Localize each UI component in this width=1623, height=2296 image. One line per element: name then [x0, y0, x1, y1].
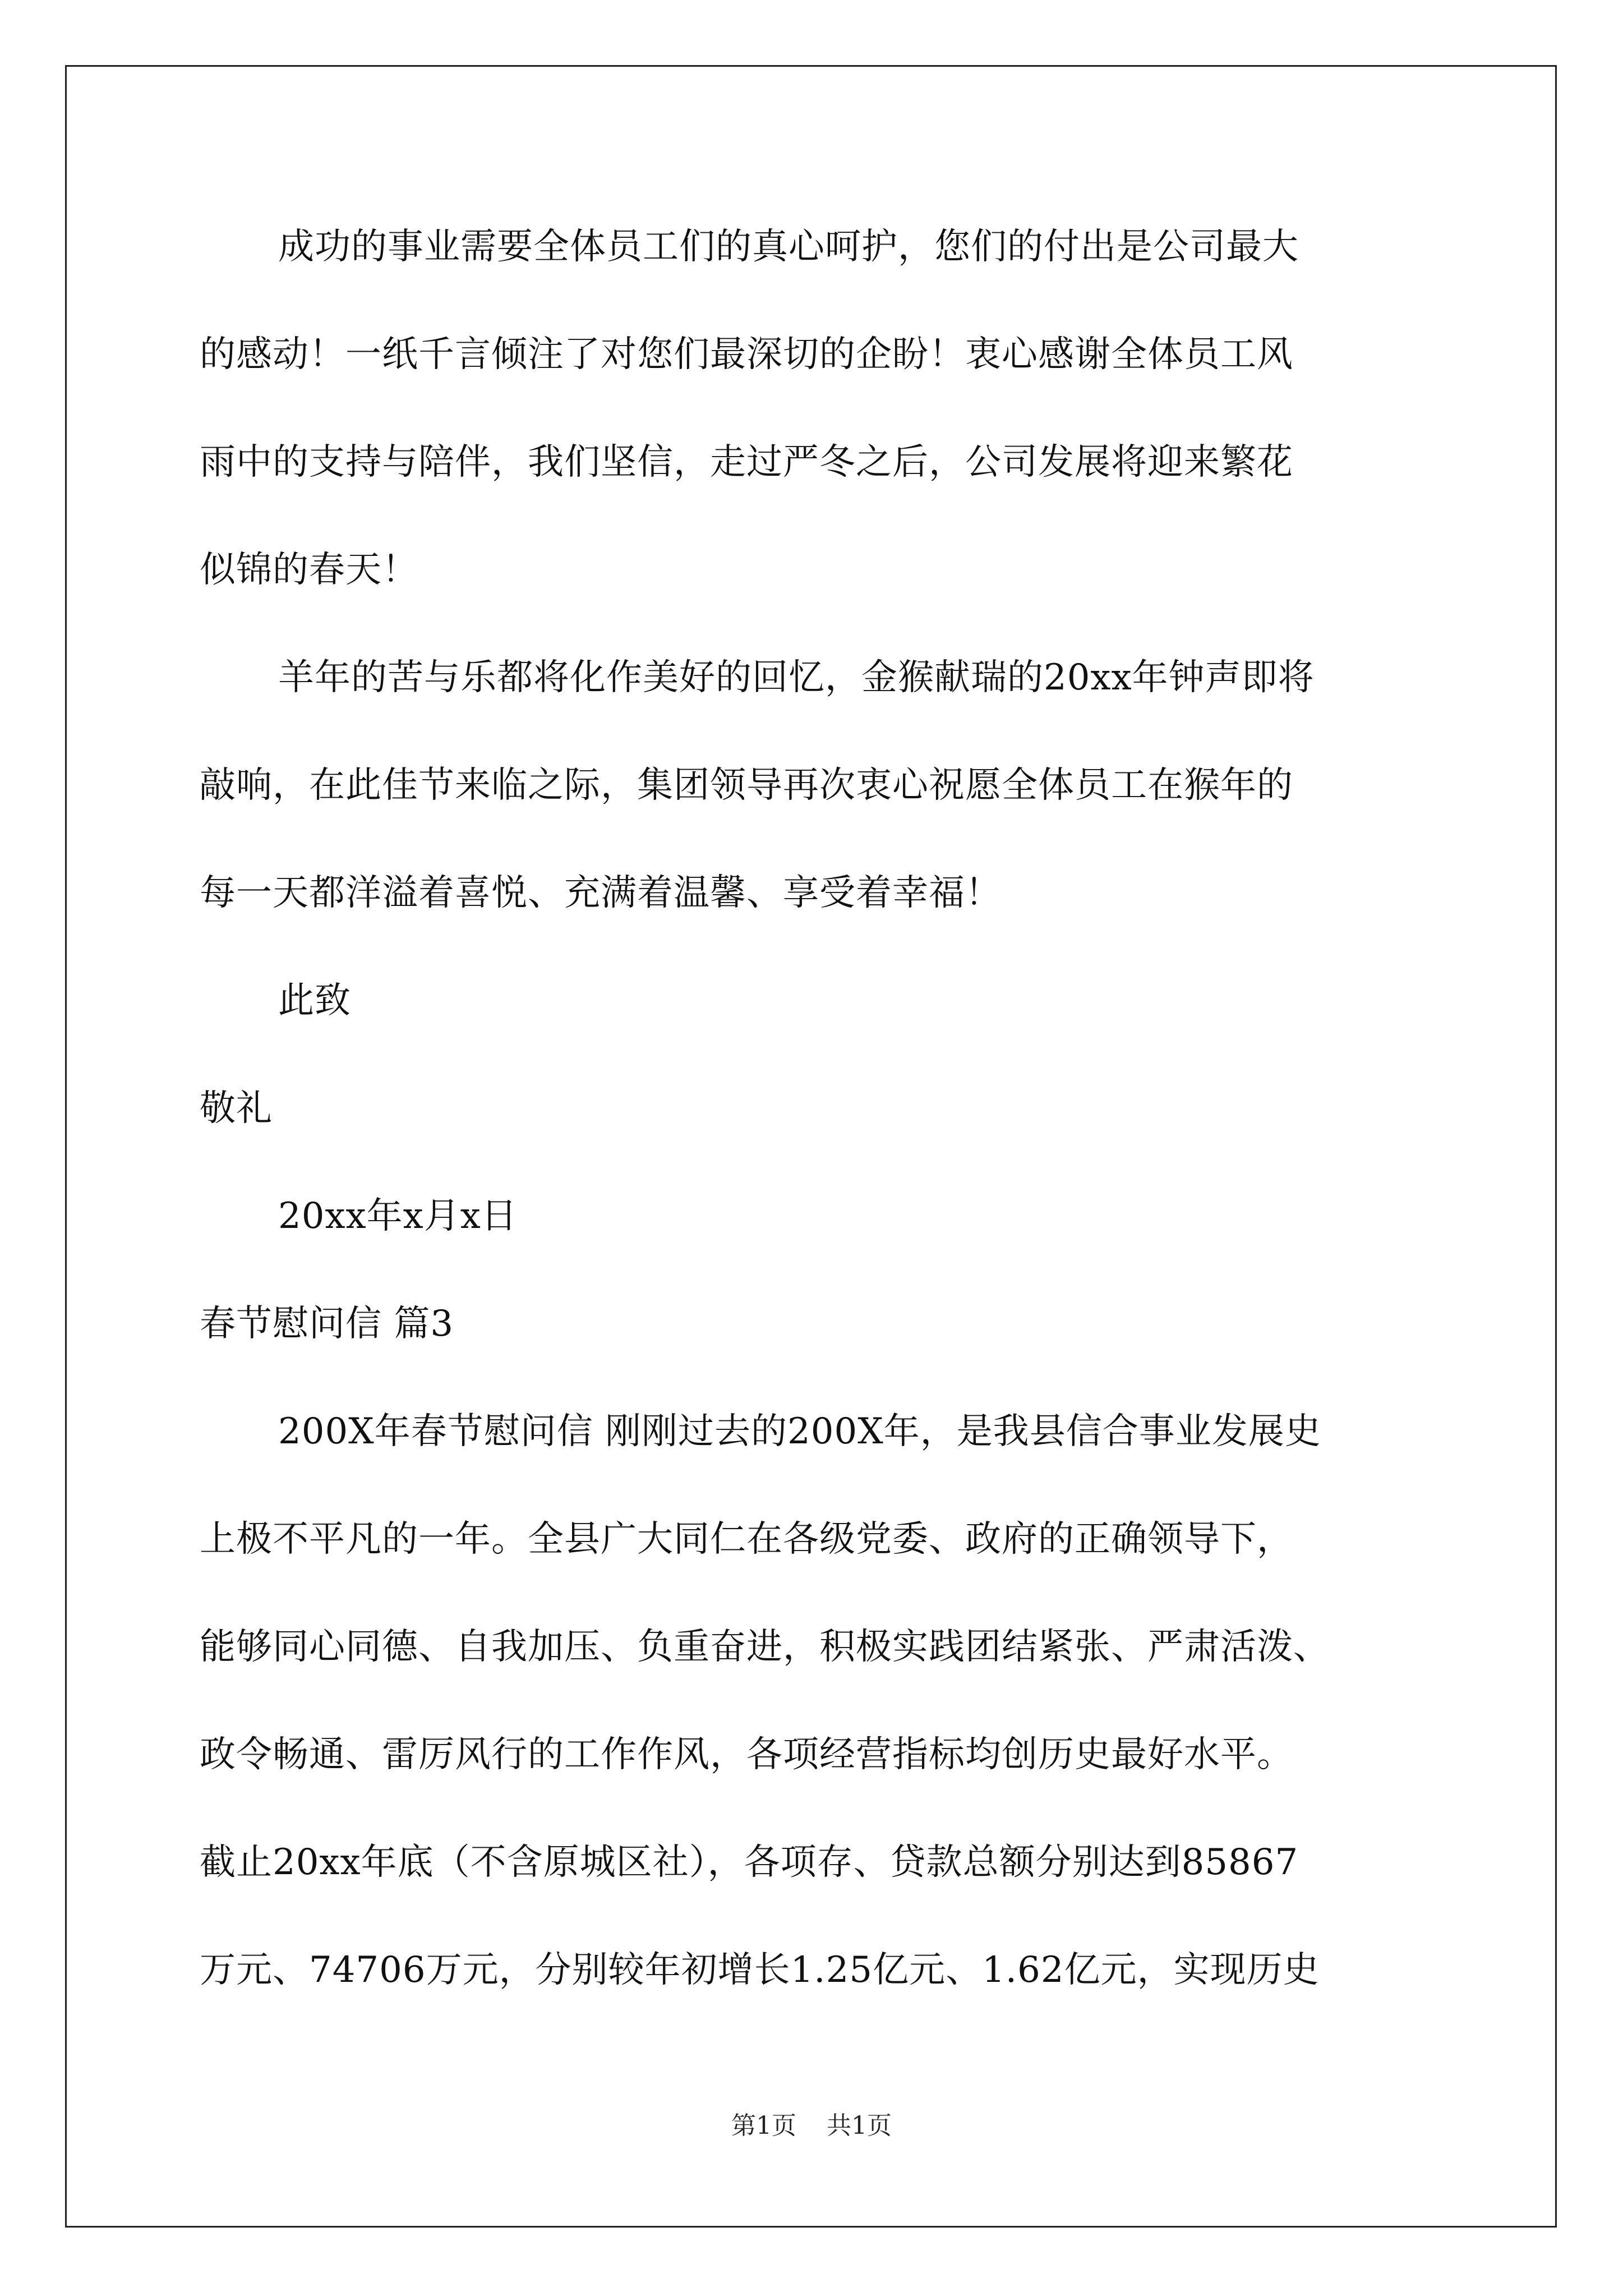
page-number-current: 第1页: [731, 2111, 796, 2140]
page-number-total: 共1页: [827, 2111, 892, 2140]
paragraph-3-line-4: 政令畅通、雷厉风行的工作作风，各项经营指标均创历史最好水平。: [200, 1734, 1293, 1775]
paragraph-3-line-2: 上极不平凡的一年。全县广大同仁在各级党委、政府的正确领导下，: [200, 1519, 1293, 1560]
letter-date: 20xx年x月x日: [278, 1195, 518, 1237]
paragraph-1-line-2: 的感动！一纸千言倾注了对您们最深切的企盼！衷心感谢全体员工风: [200, 334, 1293, 375]
paragraph-2-line-1: 羊年的苦与乐都将化作美好的回忆，金猴献瑞的20xx年钟声即将: [278, 657, 1315, 698]
paragraph-1-line-3: 雨中的支持与陪伴，我们坚信，走过严冬之后，公司发展将迎来繁花: [200, 441, 1293, 483]
page-border: [65, 65, 1557, 2228]
page-footer: [0, 2109, 1623, 2143]
paragraph-3-line-1: 200X年春节慰问信 刚刚过去的200X年，是我县信合事业发展史: [278, 1411, 1321, 1452]
salute-text: 敬礼: [200, 1088, 273, 1129]
paragraph-3-line-6: 万元、74706万元，分别较年初增长1.25亿元、1.62亿元，实现历史: [200, 1949, 1320, 1991]
section-title: 春节慰问信 篇3: [200, 1303, 454, 1345]
paragraph-2-line-2: 敲响，在此佳节来临之际，集团领导再次衷心祝愿全体员工在猴年的: [200, 765, 1293, 806]
closing-text: 此致: [278, 980, 351, 1022]
paragraph-3-line-5: 截止20xx年底（不含原城区社），各项存、贷款总额分别达到85867: [200, 1842, 1299, 1883]
paragraph-1-line-1: 成功的事业需要全体员工们的真心呵护，您们的付出是公司最大: [278, 226, 1299, 268]
paragraph-3-line-3: 能够同心同德、自我加压、负重奋进，积极实践团结紧张、严肃活泼、: [200, 1626, 1330, 1668]
paragraph-2-line-3: 每一天都洋溢着喜悦、充满着温馨、享受着幸福！: [200, 872, 1002, 914]
paragraph-1-line-4: 似锦的春天！: [200, 549, 418, 591]
